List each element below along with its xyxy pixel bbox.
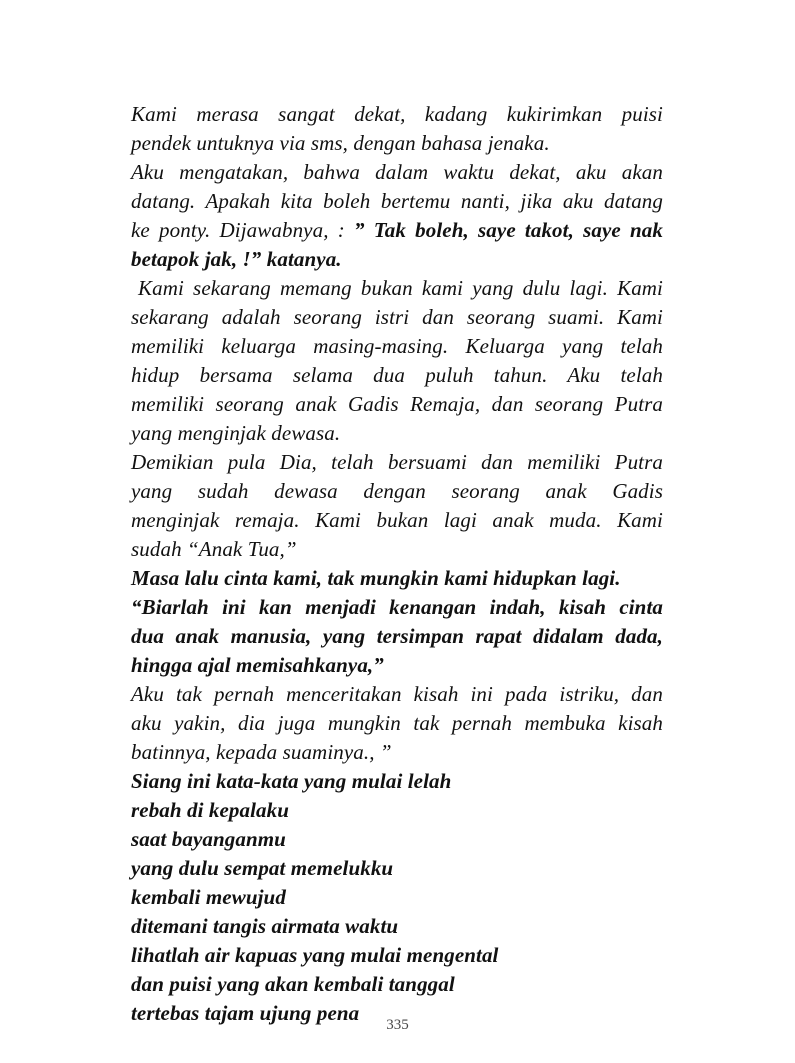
poem-line: kembali mewujud <box>131 885 286 909</box>
page-number: 335 <box>386 1017 409 1033</box>
poem-line: tertebas tajam ujung pena <box>131 1001 360 1025</box>
text-line: Demikian pula Dia, telah bersuami dan memiliki Putra <box>131 450 663 474</box>
text-line: yang sudah dewasa dengan seorang anak Gadis <box>131 479 663 503</box>
text-line: aku yakin, dia juga mungkin tak pernah membuka kisah <box>131 711 663 735</box>
text-line: memiliki keluarga masing-masing. Keluarga yang telah <box>131 334 663 358</box>
text-line: Aku tak pernah menceritakan kisah ini pada istriku, dan <box>131 682 663 706</box>
text-line: sekarang adalah seorang istri dan seorang suami. Kami <box>131 305 663 329</box>
text-line: datang. Apakah kita boleh bertemu nanti, jika aku datang <box>131 189 663 213</box>
text-line: memiliki seorang anak Gadis Remaja, dan seorang Putra <box>131 392 663 416</box>
text-line: betapok jak, !” katanya. <box>131 247 342 271</box>
text-line: dua anak manusia, yang tersimpan rapat didalam dada, <box>131 624 663 648</box>
text-segment-bold: ” Tak boleh, saye takot, saye nak <box>354 218 663 242</box>
poem-line: rebah di kepalaku <box>131 798 290 822</box>
text-line: Aku mengatakan, bahwa dalam waktu dekat, aku akan <box>131 160 663 184</box>
text-line <box>131 216 663 245</box>
text-line: pendek untuknya via sms, dengan bahasa jenaka. <box>131 131 550 155</box>
text-line: “Biarlah ini kan menjadi kenangan indah, kisah cinta <box>131 595 663 619</box>
page-text-block <box>131 100 663 1028</box>
text-line: Kami sekarang memang bukan kami yang dulu lagi. Kami <box>138 276 663 300</box>
text-line: sudah “Anak Tua,” <box>131 537 297 561</box>
text-line: batinnya, kepada suaminya., ” <box>131 740 392 764</box>
poem-line: lihatlah air kapuas yang mulai mengental <box>131 943 499 967</box>
poem-line: yang dulu sempat memelukku <box>131 856 394 880</box>
text-line: Kami merasa sangat dekat, kadang kukirimkan puisi <box>131 102 663 126</box>
poem-line: saat bayanganmu <box>131 827 286 851</box>
text-line: menginjak remaja. Kami bukan lagi anak muda. Kami <box>131 508 663 532</box>
poem-line: dan puisi yang akan kembali tanggal <box>131 972 455 996</box>
text-line: Masa lalu cinta kami, tak mungkin kami hidupkan lagi. <box>131 566 621 590</box>
poem-line: Siang ini kata-kata yang mulai lelah <box>131 769 452 793</box>
text-line: hidup bersama selama dua puluh tahun. Aku telah <box>131 363 663 387</box>
text-line: hingga ajal memisahkanya,” <box>131 653 384 677</box>
poem-line: ditemani tangis airmata waktu <box>131 914 399 938</box>
text-line: yang menginjak dewasa. <box>131 421 341 445</box>
text-segment: ke ponty. Dijawabnya, : <box>131 218 355 242</box>
